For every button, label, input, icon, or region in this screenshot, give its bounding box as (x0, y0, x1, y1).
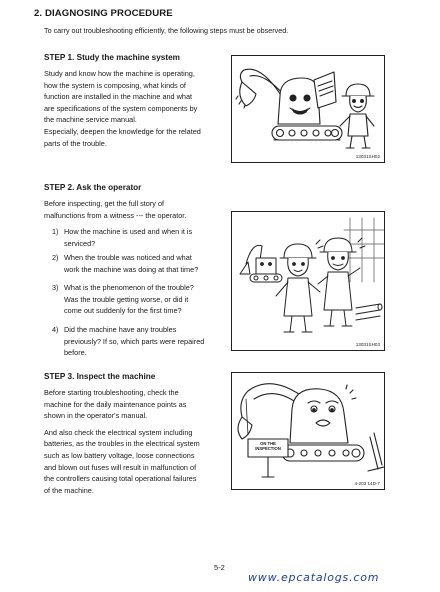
figure-code: 13031SH02 (355, 154, 380, 159)
inspection-sign-line: ON THE (260, 441, 276, 446)
section-title: 2. DIAGNOSING PROCEDURE (34, 8, 173, 19)
list-item-number: 2) (52, 253, 59, 262)
step2-line: malfunctions from a witness --- the operator. (44, 210, 187, 220)
list-item-text (64, 252, 220, 275)
figure-study-machine (231, 55, 385, 163)
list-item (52, 226, 218, 250)
list-item-text (64, 282, 220, 317)
step3-line: machine for the daily maintenance points as (44, 399, 187, 409)
machine-inspection-illustration (232, 373, 386, 491)
page-number: 5-2 (214, 563, 225, 572)
figure-inspect-machine (231, 372, 385, 490)
list-item (52, 282, 218, 322)
list-item-number: 1) (52, 227, 59, 236)
step3-line: the controllers causing total operational failures (44, 474, 197, 484)
list-item-line: before. (64, 348, 87, 358)
step3-line: shown in the operator's manual. (44, 411, 148, 421)
list-item-text (64, 324, 220, 359)
step3-line: of the machine. (44, 485, 94, 495)
step2-heading: STEP 2. Ask the operator (44, 183, 142, 192)
list-item (52, 252, 218, 280)
step2-line: Before inspecting, get the full story of (44, 199, 165, 208)
list-item-line: come out suddenly for the first time? (64, 306, 182, 316)
step1-line: are specifications of the system components by (44, 103, 198, 113)
list-item-line: What is the phenomenon of the trouble? (64, 283, 194, 292)
list-item (52, 324, 218, 362)
list-item-number: 4) (52, 325, 59, 334)
step1-line: Study and know how the machine is operating, (44, 69, 195, 78)
step3-line: Before starting troubleshooting, check the (44, 388, 179, 397)
inspection-sign-line: INSPECTION (255, 446, 281, 452)
excavator-study-illustration (232, 56, 386, 164)
operator-interview-illustration (232, 212, 386, 352)
step2-question-list (52, 226, 218, 362)
watermark-link[interactable]: www.epcatalogs.com (248, 571, 380, 584)
step1-line: the machine service manual. (44, 115, 137, 125)
list-item-text (64, 226, 220, 249)
list-item-line: Did the machine have any troubles (64, 325, 177, 334)
section-intro: To carry out troubleshooting efficiently, the following steps must be observed. (44, 26, 289, 35)
list-item-line: Was the trouble getting worse, or did it (64, 294, 189, 304)
step1-line: how the system is composing, what kinds of (44, 80, 186, 90)
step3-heading: STEP 3. Inspect the machine (44, 372, 156, 381)
step1-heading: STEP 1. Study the machine system (44, 53, 180, 62)
figure-code: 4-203 14D-7 (354, 481, 380, 486)
step2-text (44, 198, 216, 221)
step3-line: And also check the electrical system including (44, 427, 193, 437)
step1-line: Especially, deepen the knowledge for the related (44, 126, 201, 136)
step3-line: and blown out fuses will result in malfunction of (44, 462, 197, 472)
list-item-line: How the machine is used and when it is (64, 227, 193, 236)
step1-line: function are installed in the machine and what (44, 92, 193, 102)
figure-ask-operator (231, 211, 385, 351)
list-item-line: When the trouble was noticed and what (64, 253, 192, 262)
list-item-line: previously? If so, which parts were repaired (64, 336, 205, 346)
step1-text (44, 68, 216, 149)
list-item-number: 3) (52, 283, 59, 292)
step1-line: parts of the trouble. (44, 138, 107, 148)
figure-code: 13031SH03 (355, 342, 380, 347)
inspection-sign (249, 441, 287, 452)
step3-line: batteries, as the troubles in the electrical system (44, 439, 200, 449)
step3-line: such as low battery voltage, loose connections (44, 450, 195, 460)
step3-text (44, 387, 216, 496)
list-item-line: work the machine was doing at that time? (64, 264, 199, 274)
list-item-line: serviced? (64, 238, 96, 248)
